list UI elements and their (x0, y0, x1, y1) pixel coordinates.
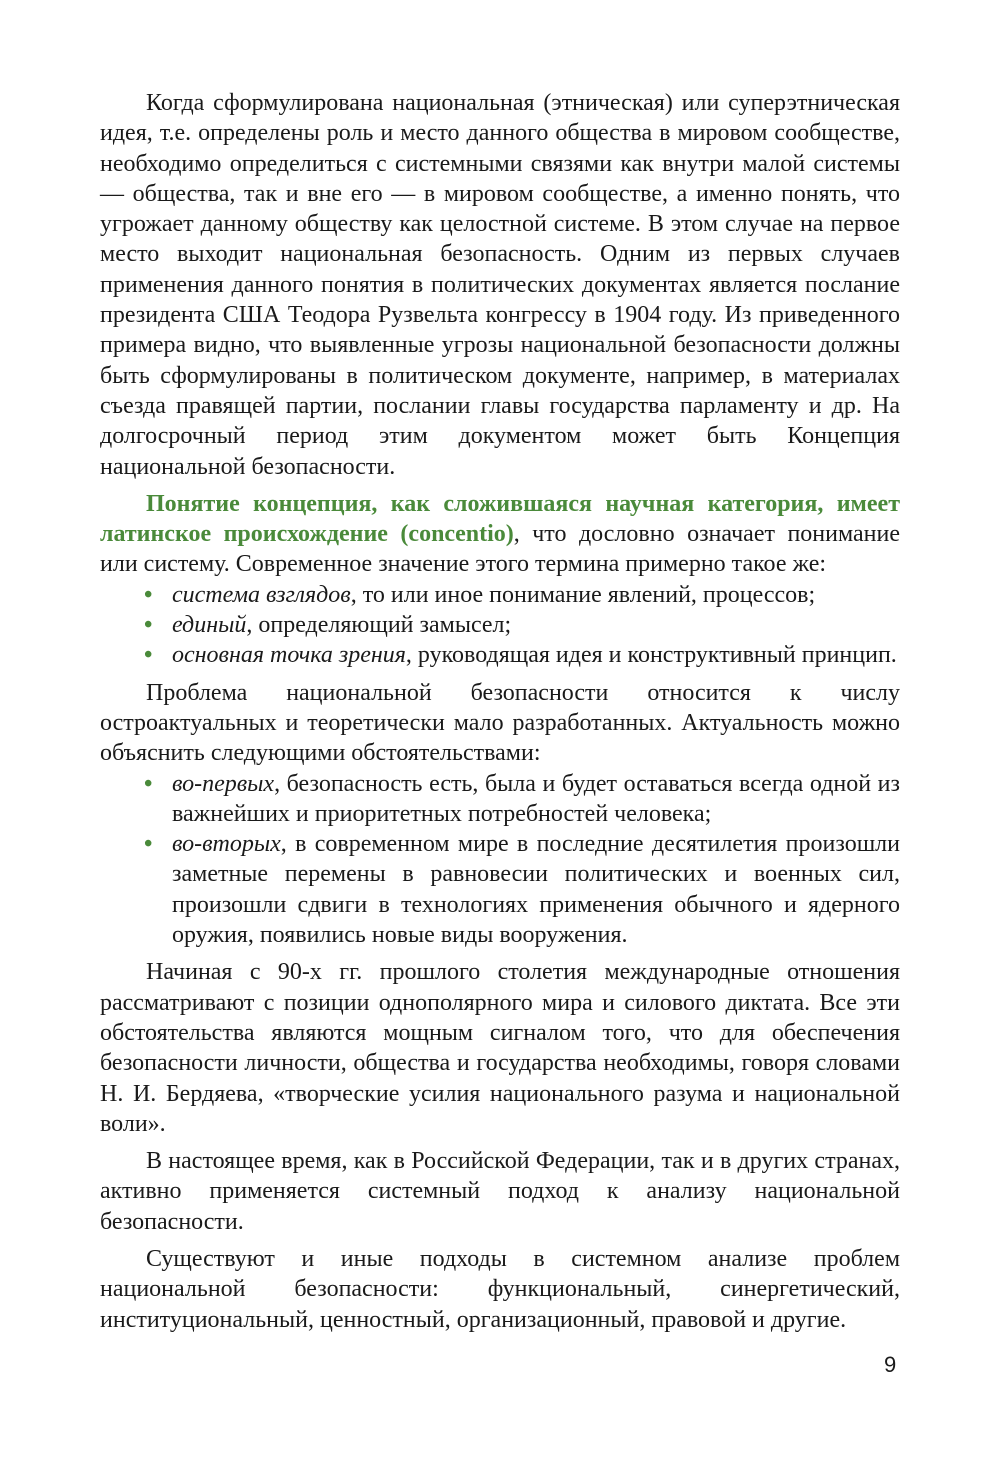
paragraph-approaches: Существуют и иные подходы в системном анализе проблем национальной безопасности: функциональный, синергетический, институциональный, ценностный, организационный, правовой и другие. (100, 1245, 900, 1333)
list-item-term: система взглядов (172, 581, 351, 608)
paragraph-concept (100, 489, 900, 580)
list-item (144, 580, 900, 610)
bullet-icon: • (144, 770, 153, 797)
paragraph-intro: Когда сформулирована национальная (этническая) или суперэтническая идея, т.е. определены роль и место данного общества в мировом сообществе, необходимо определиться с системными связями как внутри малой системы — общества, так и вне его — в мировом сообществе, а именно понять, что угрожает данному обществу как целостной системе. В этом случае на первое место выходит национальная безопасность. Одним из первых случаев применения данного понятия в политических документах является послание президента США Теодора Рузвельта конгрессу в 1904 году. Из приведенного примера видно, что выявленные угрозы национальной безопасности должны быть сформулированы в политическом документе, например, в материалах съезда правящей партии, послании главы государства парламенту и др. На долгосрочный период этим документом может быть Концепция национальной безопасности. (100, 90, 900, 480)
paragraph-present: В настоящее время, как в Российской Федерации, так и в других странах, активно применяется системный подход к анализу национальной безопасности. (100, 1148, 900, 1235)
list-item-text: , определяющий замысел; (246, 612, 512, 639)
concept-highlight: Понятие концепция, как сложившаяся научная категория, имеет латинское происхождение (concentio) (100, 490, 900, 548)
concept-meanings-list (100, 580, 900, 671)
page-body (100, 88, 900, 1335)
list-item-text: , в современном мире в последние десятилетия произошли заметные перемены в равновесии политических и военных сил, произошли сдвиги в технологиях применения обычного и ядерного оружия, появились новые виды вооружения. (172, 831, 900, 949)
bullet-icon: • (144, 831, 153, 858)
list-item-text: , безопасность есть, была и будет оставаться всегда одной из важнейших и приоритетных потребностей человека; (172, 770, 900, 827)
bullet-icon: • (144, 642, 153, 669)
list-item (144, 640, 900, 670)
list-item-term: единый (172, 612, 247, 639)
concept-rest: , что дословно означает понимание или систему. Современное значение этого термина примерно такое же: (100, 521, 901, 578)
list-item-term: во-первых (172, 770, 275, 797)
list-item-text: , то или иное понимание явлений, процессов; (350, 581, 816, 608)
list-item-term: во-вторых (172, 831, 281, 858)
list-item (144, 769, 900, 830)
list-item-text: , руководящая идея и конструктивный принцип. (405, 642, 897, 669)
bullet-icon: • (144, 612, 153, 639)
circumstances-list (100, 769, 900, 951)
paragraph-problem: Проблема национальной безопасности относится к числу остроактуальных и теоретически мало разработанных. Актуальность можно объяснить следующими обстоятельствами: (100, 679, 900, 767)
list-item (144, 829, 900, 950)
paragraph-nineties: Начиная с 90-х гг. прошлого столетия международные отношения рассматривают с позиции однополярного мира и силового диктата. Все эти обстоятельства являются мощным сигналом того, что для обеспечения безопасности личности, общества и государства необходимы, говоря словами Н. И. Бердяева, «творческие усилия национального разума и национальной воли». (100, 959, 900, 1137)
list-item (144, 610, 900, 640)
page-number: 9 (884, 1352, 897, 1377)
list-item-term: основная точка зрения (172, 642, 406, 669)
bullet-icon: • (144, 581, 153, 608)
